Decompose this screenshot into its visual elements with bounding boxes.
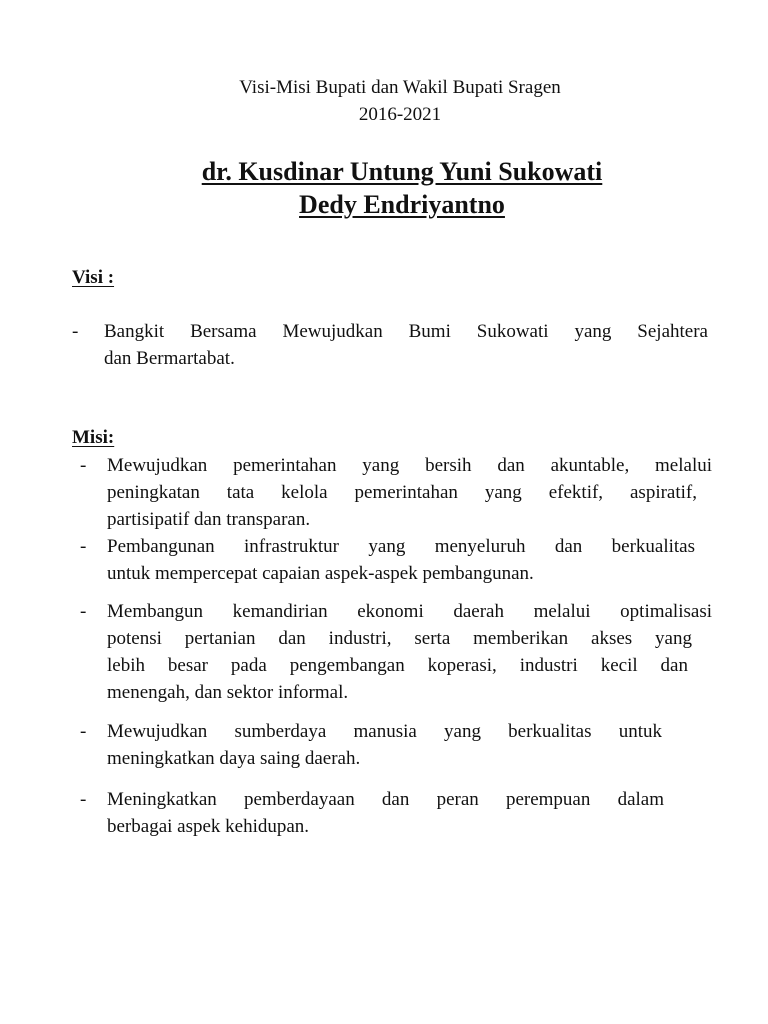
misi-item-text (107, 452, 712, 533)
list-dash: - (80, 601, 87, 622)
visi-line: dan Bermartabat. (104, 348, 235, 369)
misi-line: untuk mempercepat capaian aspek-aspek pembangunan. (107, 563, 534, 584)
misi-heading: Misi: (72, 427, 115, 448)
misi-line: lebih besar pada pengembangan koperasi, industri kecil dan (107, 655, 688, 676)
misi-line: menengah, dan sektor informal. (107, 682, 349, 703)
misi-line: meningkatkan daya saing daerah. (107, 748, 361, 769)
misi-line: berbagai aspek kehidupan. (107, 816, 310, 837)
misi-item-text (107, 533, 712, 587)
misi-line: Mewujudkan sumberdaya manusia yang berkualitas untuk (107, 721, 662, 742)
misi-line: Pembangunan infrastruktur yang menyeluruh dan berkualitas (107, 536, 695, 557)
misi-line: potensi pertanian dan industri, serta memberikan akses yang (107, 628, 692, 649)
visi-item (72, 318, 712, 378)
document-period: 2016-2021 (358, 104, 442, 125)
misi-line: Mewujudkan pemerintahan yang bersih dan akuntable, melalui (107, 455, 712, 476)
misi-item-text (107, 786, 712, 840)
document-title: Visi-Misi Bupati dan Wakil Bupati Sragen (239, 77, 561, 98)
list-dash: - (80, 789, 87, 810)
list-dash: - (80, 455, 87, 476)
misi-item-text (107, 598, 712, 706)
misi-line: Meningkatkan pemberdayaan dan peran perempuan dalam (107, 789, 664, 810)
misi-item-text (107, 718, 712, 772)
visi-line: Bangkit Bersama Mewujudkan Bumi Sukowati yang Sejahtera (104, 321, 708, 342)
list-dash: - (80, 721, 87, 742)
misi-line: peningkatan tata kelola pemerintahan yang efektif, aspiratif, (107, 482, 697, 503)
visi-heading: Visi : (72, 267, 115, 288)
misi-line: Membangun kemandirian ekonomi daerah melalui optimalisasi (107, 601, 712, 622)
misi-line: partisipatif dan transparan. (107, 509, 311, 530)
wakil-bupati-name: Dedy Endriyantno (299, 190, 505, 219)
list-dash: - (72, 321, 79, 342)
list-dash: - (80, 536, 87, 557)
visi-item-text (104, 318, 708, 372)
bupati-name: dr. Kusdinar Untung Yuni Sukowati (201, 157, 603, 186)
